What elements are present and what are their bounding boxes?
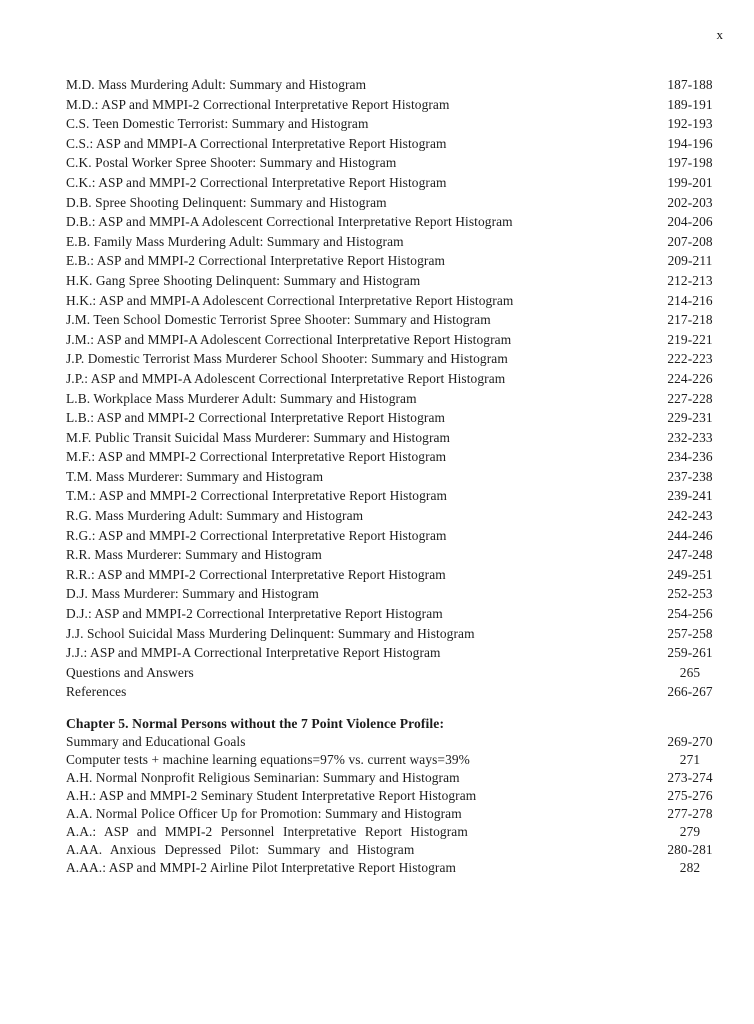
toc-entry-label: A.A. Normal Police Officer Up for Promotion: Summary and Histogram <box>66 805 462 821</box>
toc-entry-pages: 273-274 <box>667 770 713 786</box>
toc-entry-pages: 207-208 <box>667 233 713 249</box>
toc-entry <box>66 430 728 450</box>
toc-entry <box>66 195 728 215</box>
toc-entry-pages: 271 <box>679 752 701 768</box>
toc-entry-label: C.S. Teen Domestic Terrorist: Summary and Histogram <box>66 116 369 132</box>
toc-entry-pages: 224-226 <box>667 370 713 386</box>
toc-entry-pages: 199-201 <box>667 174 713 190</box>
toc-entry-pages: 247-248 <box>667 547 713 563</box>
toc-entry <box>66 752 728 770</box>
toc-entry-label: J.M.: ASP and MMPI-A Adolescent Correctional Interpretative Report Histogram <box>66 331 512 347</box>
toc-entry-pages: 280-281 <box>667 841 713 857</box>
toc-entry <box>66 684 728 704</box>
toc-entry-label: L.B. Workplace Mass Murderer Adult: Summary and Histogram <box>66 390 417 406</box>
toc-entry-pages: 239-241 <box>667 488 713 504</box>
toc-entry-pages: 234-236 <box>667 449 713 465</box>
toc-entry-label: E.B. Family Mass Murdering Adult: Summary and Histogram <box>66 233 404 249</box>
toc-entry-label: D.J.: ASP and MMPI-2 Correctional Interpretative Report Histogram <box>66 606 443 622</box>
toc-entry <box>66 214 728 234</box>
toc-entry <box>66 371 728 391</box>
toc-entry-label: J.J. School Suicidal Mass Murdering Delinquent: Summary and Histogram <box>66 625 475 641</box>
toc-entry-pages: 214-216 <box>667 292 713 308</box>
toc-entry-pages: 189-191 <box>667 96 713 112</box>
toc-entry-pages: 269-270 <box>667 734 713 750</box>
toc-entry-pages: 242-243 <box>667 508 713 524</box>
toc-entry-pages: 227-228 <box>667 390 713 406</box>
toc-entry-pages: 192-193 <box>667 116 713 132</box>
toc-entry-label: C.K. Postal Worker Spree Shooter: Summary and Histogram <box>66 155 397 171</box>
toc-entry-pages: 209-211 <box>667 253 713 269</box>
toc-entry-pages: 252-253 <box>667 586 713 602</box>
toc-entry-pages: 259-261 <box>667 645 713 661</box>
toc-entry <box>66 410 728 430</box>
toc-entry-pages: 249-251 <box>667 566 713 582</box>
toc-entry <box>66 528 728 548</box>
toc-entry-pages: 219-221 <box>667 331 713 347</box>
toc-entry <box>66 234 728 254</box>
toc-entry-pages: 204-206 <box>667 214 713 230</box>
toc-list <box>66 77 728 704</box>
toc-entry <box>66 860 728 878</box>
toc-entry <box>66 567 728 587</box>
toc-entry-label: M.D. Mass Murdering Adult: Summary and Histogram <box>66 77 367 92</box>
toc-entry-pages: 282 <box>679 859 701 875</box>
toc-entry <box>66 332 728 352</box>
toc-entry <box>66 788 728 806</box>
toc-entry-label: J.P.: ASP and MMPI-A Adolescent Correctional Interpretative Report Histogram <box>66 370 506 386</box>
toc-entry-label: L.B.: ASP and MMPI-2 Correctional Interpretative Report Histogram <box>66 410 446 426</box>
toc-entry <box>66 449 728 469</box>
toc-entry <box>66 116 728 136</box>
toc-entry-label: C.S.: ASP and MMPI-A Correctional Interpretative Report Histogram <box>66 135 447 151</box>
toc-entry-label: A.AA. Anxious Depressed Pilot: Summary and Histogram <box>66 841 415 857</box>
toc-entry <box>66 136 728 156</box>
toc-entry-label: Questions and Answers <box>66 664 194 680</box>
toc-entry <box>66 312 728 332</box>
toc-entry-label: R.G. Mass Murdering Adult: Summary and Histogram <box>66 508 364 524</box>
chapter-5-heading: Chapter 5. Normal Persons without the 7 Point Violence Profile: <box>66 716 445 731</box>
toc-entry <box>66 391 728 411</box>
toc-entry-pages: 222-223 <box>667 351 713 367</box>
toc-entry <box>66 469 728 489</box>
toc-entry-pages: 254-256 <box>667 606 713 622</box>
toc-entry-label: A.H.: ASP and MMPI-2 Seminary Student Interpretative Report Histogram <box>66 788 477 804</box>
toc-entry-label: D.J. Mass Murderer: Summary and Histogram <box>66 586 319 602</box>
toc-entry-label: T.M. Mass Murderer: Summary and Histogram <box>66 468 324 484</box>
toc-entry <box>66 351 728 371</box>
toc-entry-label: M.F.: ASP and MMPI-2 Correctional Interpretative Report Histogram <box>66 449 447 465</box>
toc-entry <box>66 488 728 508</box>
toc-entry <box>66 645 728 665</box>
toc-entry-label: J.P. Domestic Terrorist Mass Murderer School Shooter: Summary and Histogram <box>66 351 508 367</box>
toc-entry <box>66 77 728 97</box>
toc-entry-pages: 277-278 <box>667 805 713 821</box>
toc-entry-label: References <box>66 684 127 700</box>
toc-entry-label: H.K.: ASP and MMPI-A Adolescent Correctional Interpretative Report Histogram <box>66 292 514 308</box>
toc-entry <box>66 155 728 175</box>
toc-entry-label: D.B.: ASP and MMPI-A Adolescent Correctional Interpretative Report Histogram <box>66 214 513 230</box>
toc-entry <box>66 770 728 788</box>
toc-entry-label: Summary and Educational Goals <box>66 734 246 750</box>
toc-entry-label: M.D.: ASP and MMPI-2 Correctional Interpretative Report Histogram <box>66 96 450 112</box>
toc-entry <box>66 665 728 685</box>
toc-entry-label: A.A.: ASP and MMPI-2 Personnel Interpretative Report Histogram <box>66 823 468 839</box>
toc-entry-label: J.J.: ASP and MMPI-A Correctional Interpretative Report Histogram <box>66 645 441 661</box>
toc-entry <box>66 253 728 273</box>
toc-entry-label: R.G.: ASP and MMPI-2 Correctional Interpretative Report Histogram <box>66 527 447 543</box>
toc-entry-pages: 187-188 <box>667 77 713 92</box>
toc-entry-pages: 244-246 <box>667 527 713 543</box>
toc-entry-pages: 202-203 <box>667 194 713 210</box>
toc-entry-pages: 194-196 <box>667 135 713 151</box>
toc-entry-pages: 257-258 <box>667 625 713 641</box>
toc-entry-pages: 232-233 <box>667 429 713 445</box>
toc-entry-pages: 212-213 <box>667 272 713 288</box>
toc-entry-label: R.R. Mass Murderer: Summary and Histogram <box>66 547 322 563</box>
toc-entry-pages: 217-218 <box>667 312 713 328</box>
toc-entry-pages: 279 <box>679 823 701 839</box>
toc-entry-label: E.B.: ASP and MMPI-2 Correctional Interpretative Report Histogram <box>66 253 446 269</box>
toc-entry-pages: 197-198 <box>667 155 713 171</box>
toc-entry-label: C.K.: ASP and MMPI-2 Correctional Interpretative Report Histogram <box>66 174 447 190</box>
toc-entry <box>66 606 728 626</box>
toc-entry <box>66 824 728 842</box>
toc-entry-pages: 237-238 <box>667 468 713 484</box>
toc-entry-label: M.F. Public Transit Suicidal Mass Murderer: Summary and Histogram <box>66 429 451 445</box>
toc-entry-label: R.R.: ASP and MMPI-2 Correctional Interpretative Report Histogram <box>66 566 446 582</box>
page-number-folio: x <box>716 27 723 42</box>
toc-entry-label: T.M.: ASP and MMPI-2 Correctional Interpretative Report Histogram <box>66 488 447 504</box>
toc-entry-pages: 229-231 <box>667 410 713 426</box>
toc-entry-label: A.H. Normal Nonprofit Religious Seminarian: Summary and Histogram <box>66 770 460 786</box>
toc-entry-pages: 266-267 <box>667 684 713 700</box>
toc-entry <box>66 273 728 293</box>
table-of-contents <box>66 77 728 878</box>
toc-entry <box>66 806 728 824</box>
toc-entry-label: A.AA.: ASP and MMPI-2 Airline Pilot Interpretative Report Histogram <box>66 859 457 875</box>
toc-entry-label: Computer tests + machine learning equations=97% vs. current ways=39% <box>66 752 470 768</box>
toc-entry-label: D.B. Spree Shooting Delinquent: Summary and Histogram <box>66 194 387 210</box>
toc-entry <box>66 626 728 646</box>
toc-entry <box>66 586 728 606</box>
toc-chapter-5-list <box>66 734 728 877</box>
toc-entry-label: J.M. Teen School Domestic Terrorist Spree Shooter: Summary and Histogram <box>66 312 491 328</box>
toc-entry <box>66 175 728 195</box>
toc-entry <box>66 842 728 860</box>
toc-entry <box>66 97 728 117</box>
toc-entry <box>66 508 728 528</box>
toc-entry-label: H.K. Gang Spree Shooting Delinquent: Summary and Histogram <box>66 272 421 288</box>
toc-entry-pages: 275-276 <box>667 788 713 804</box>
toc-entry-pages: 265 <box>679 664 701 680</box>
toc-entry <box>66 293 728 313</box>
toc-entry <box>66 734 728 752</box>
toc-entry <box>66 547 728 567</box>
